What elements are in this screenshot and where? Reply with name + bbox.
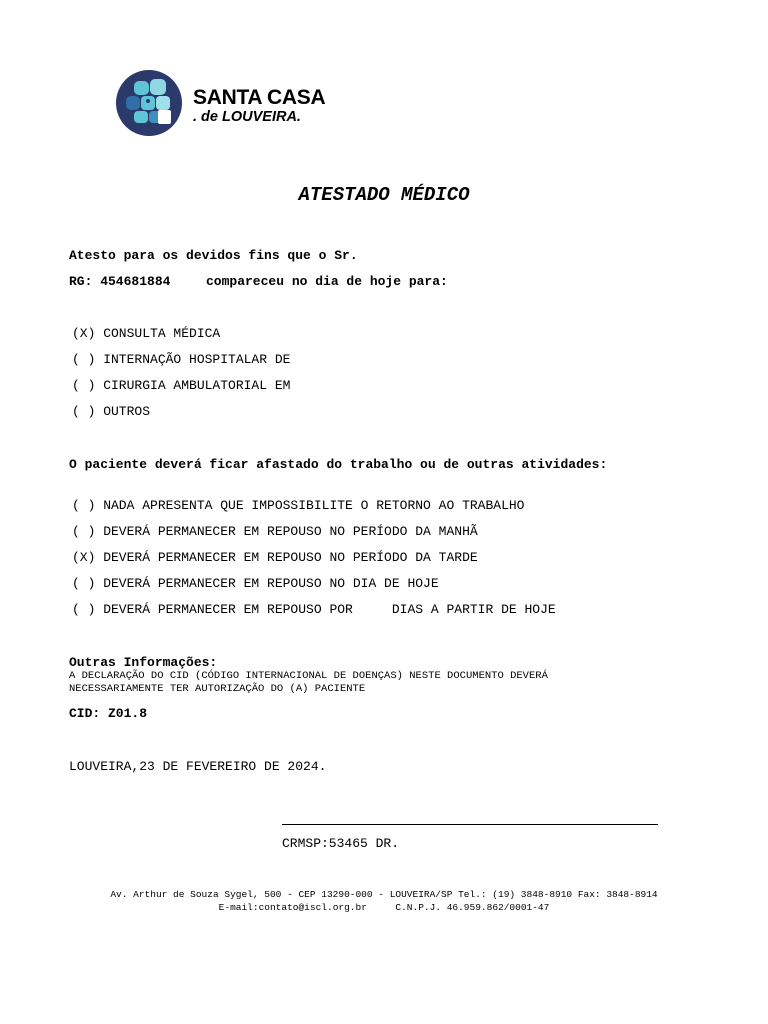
reason-internacao: ( ) INTERNAÇÃO HOSPITALAR DE (72, 352, 291, 367)
cid-code: CID: Z01.8 (69, 706, 148, 721)
cid-disclaimer-line2: NECESSARIAMENTE TER AUTORIZAÇÃO DO (A) PACIENTE (69, 683, 366, 695)
brand-name: SANTA CASA (193, 86, 326, 109)
signature-line (282, 824, 658, 825)
reason-outros: ( ) OUTROS (72, 404, 151, 419)
hospital-logo (114, 69, 186, 137)
reason-cirurgia: ( ) CIRURGIA AMBULATORIAL EM (72, 378, 291, 393)
leave-option: ( ) DEVERÁ PERMANECER EM REPOUSO POR DIAS A PARTIR DE HOJE (72, 602, 556, 617)
doctor-crm: CRMSP:53465 DR. (282, 836, 400, 851)
leave-option: ( ) DEVERÁ PERMANECER EM REPOUSO NO DIA DE HOJE (72, 576, 439, 591)
rg-label: RG: 454681884 (69, 274, 171, 289)
reason-consulta: (X) CONSULTA MÉDICA (72, 326, 221, 341)
document-title: ATESTADO MÉDICO (298, 184, 470, 206)
footer-contact: E-mail:contato@iscl.org.br C.N.P.J. 46.959.862/0001-47 (218, 902, 550, 913)
attendance-text: compareceu no dia de hoje para: (206, 274, 448, 289)
leave-option: (X) DEVERÁ PERMANECER EM REPOUSO NO PERÍODO DA TARDE (72, 550, 478, 565)
leave-option: ( ) DEVERÁ PERMANECER EM REPOUSO NO PERÍODO DA MANHÃ (72, 524, 478, 539)
cid-disclaimer-line1: A DECLARAÇÃO DO CID (CÓDIGO INTERNACIONAL DE DOENÇAS) NESTE DOCUMENTO DEVERÁ (69, 670, 548, 682)
intro-line: Atesto para os devidos fins que o Sr. (69, 248, 358, 263)
brand-subtitle: . de LOUVEIRA. (193, 109, 301, 125)
leave-heading: O paciente deverá ficar afastado do trabalho ou de outras atividades: (69, 457, 608, 472)
santa-casa-logo-icon (114, 69, 186, 137)
other-info-heading: Outras Informações: (69, 655, 218, 670)
footer-address: Av. Arthur de Souza Sygel, 500 - CEP 13290-000 - LOUVEIRA/SP Tel.: (19) 3848-8910 Fax: 3848-8914 (110, 889, 658, 900)
leave-option: ( ) NADA APRESENTA QUE IMPOSSIBILITE O RETORNO AO TRABALHO (72, 498, 525, 513)
place-date: LOUVEIRA,23 DE FEVEREIRO DE 2024. (69, 759, 327, 774)
